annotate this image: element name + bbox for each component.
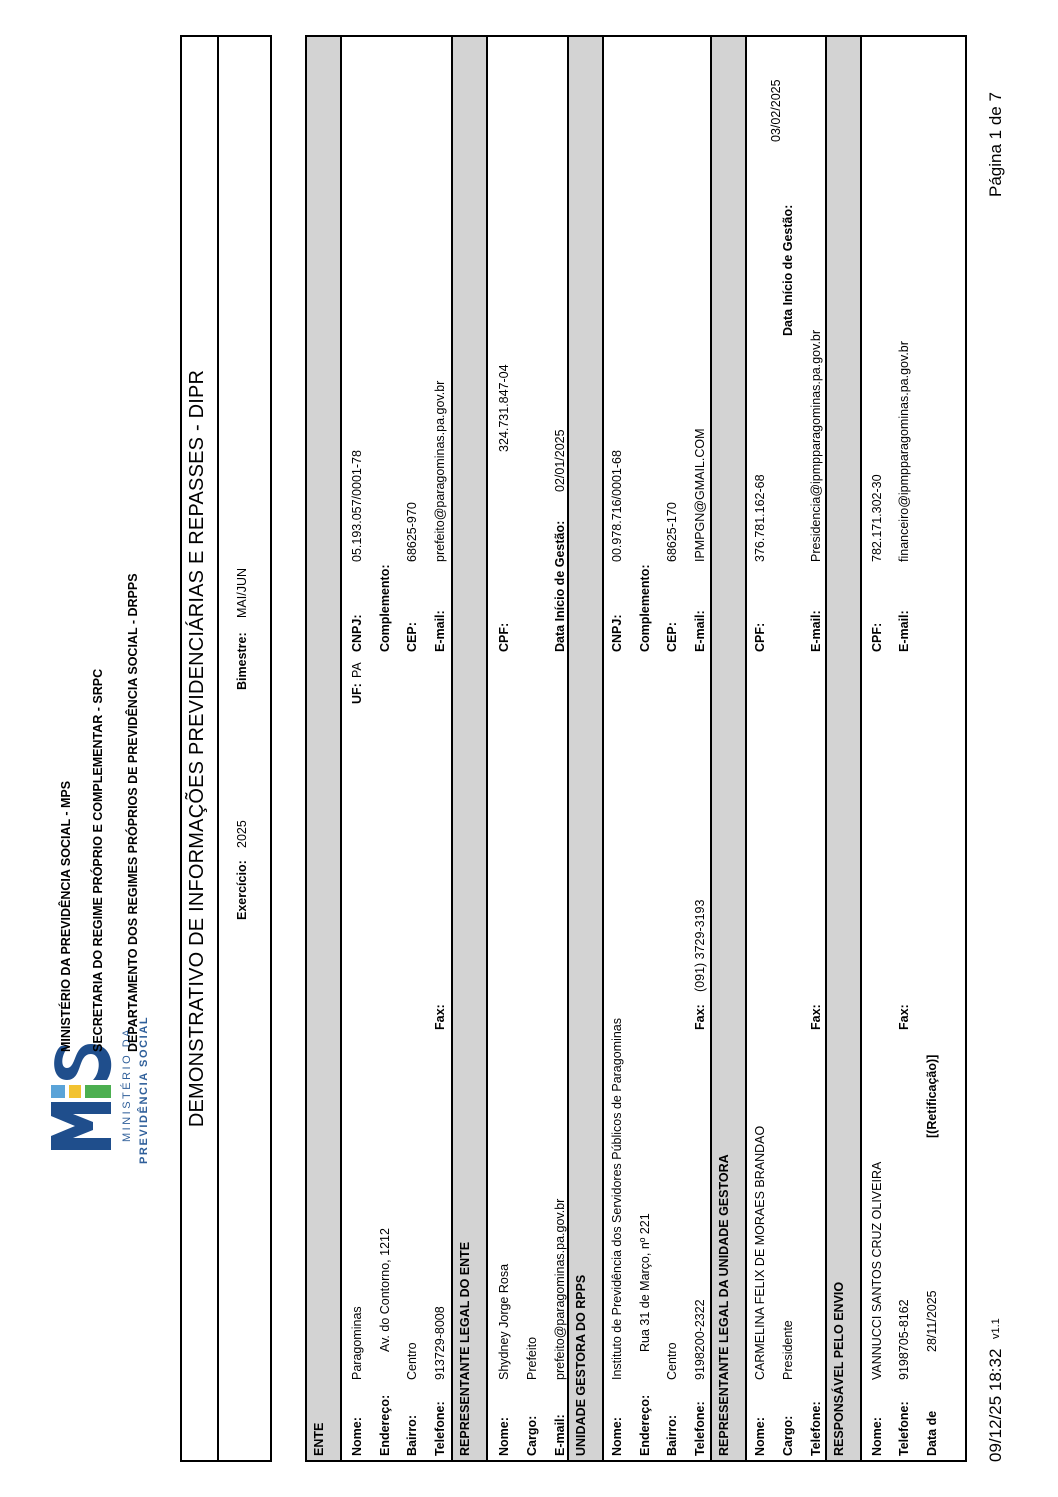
label: Complemento: xyxy=(638,564,652,652)
org-line-3: DEPARTAMENTO DOS REGIMES PRÓPRIOS DE PREVIDÊNCIA SOCIAL - DRPPS xyxy=(126,573,140,1052)
section-ente-header: ENTE xyxy=(305,37,342,1460)
label: E-mail: xyxy=(693,610,707,652)
responsavel-telefone: 9198705-8162 xyxy=(897,1299,911,1380)
exercicio-label: Exercício: xyxy=(235,860,249,920)
unidade-bairro: Centro xyxy=(665,1342,679,1380)
unidade-cnpj: 00.978.716/0001-68 xyxy=(610,450,624,562)
rep-unidade-cargo: Presidente xyxy=(781,1320,795,1380)
label: Endereço: xyxy=(638,1394,652,1456)
bimestre-label: Bimestre: xyxy=(235,632,249,690)
mps-logo-mark-icon xyxy=(45,1042,115,1152)
label: Cargo: xyxy=(525,1415,539,1456)
label: Fax: xyxy=(897,1004,911,1030)
ente-uf: PA xyxy=(350,662,364,678)
label: Fax: xyxy=(693,1004,707,1030)
label: E-mail: xyxy=(809,610,823,652)
ente-endereco: Av. do Contorno, 1212 xyxy=(378,1228,392,1352)
section-rep-ente-header: REPRESENTANTE LEGAL DO ENTE xyxy=(451,37,488,1460)
org-line-1: MINISTÉRIO DA PREVIDÊNCIA SOCIAL - MPS xyxy=(59,780,73,1052)
footer-page-number: Página 1 de 7 xyxy=(986,92,1005,197)
label: CEP: xyxy=(405,622,419,652)
label: Telefone: xyxy=(809,1401,823,1456)
label: Fax: xyxy=(809,1004,823,1030)
ente-cep: 68625-970 xyxy=(405,502,419,562)
ente-email: prefeito@paragominas.pa.gov.br xyxy=(433,380,447,562)
label: Bairro: xyxy=(405,1415,419,1456)
label: Cargo: xyxy=(781,1415,795,1456)
label: Data de xyxy=(925,1410,939,1456)
label: Nome: xyxy=(497,1417,511,1456)
label: Nome: xyxy=(753,1417,767,1456)
rep-unidade-nome: CARMELINA FELIX DE MORAES BRANDAO xyxy=(753,1125,767,1380)
rep-unidade-cpf: 376.781.162-68 xyxy=(753,474,767,562)
mps-logo xyxy=(45,1015,160,1164)
label: Bairro: xyxy=(665,1415,679,1456)
rep-ente-nome: Shydney Jorge Rosa xyxy=(497,1263,511,1380)
org-line-2: SECRETARIA DO REGIME PRÓPRIO E COMPLEMENTAR - SRPC xyxy=(91,668,105,1052)
label: CPF: xyxy=(497,622,511,652)
label: E-mail: xyxy=(553,1414,567,1456)
label: Telefone: xyxy=(693,1401,707,1456)
ente-nome: Paragominas xyxy=(350,1306,364,1380)
ente-cnpj: 05.193.057/0001-78 xyxy=(350,450,364,562)
exercicio-value: 2025 xyxy=(235,820,249,848)
bimestre-value: MAI/JUN xyxy=(235,568,249,618)
section-rep-unidade-header: REPRESENTANTE LEGAL DA UNIDADE GESTORA xyxy=(710,37,747,1460)
label: UF: xyxy=(350,683,364,704)
section-unidade-header: UNIDADE GESTORA DO RPPS xyxy=(567,37,604,1460)
label: Nome: xyxy=(350,1417,364,1456)
label: E-mail: xyxy=(897,610,911,652)
footer-version: v1.1 xyxy=(990,1318,1002,1339)
rep-ente-email: prefeito@paragominas.pa.gov.br xyxy=(553,1198,567,1380)
rep-ente-cargo: Prefeito xyxy=(525,1336,539,1380)
title-box xyxy=(180,35,272,1462)
label: CEP: xyxy=(665,622,679,652)
responsavel-email: financeiro@ipmpparagominas.pa.gov.br xyxy=(897,341,911,562)
unidade-endereco: Rua 31 de Março, nº 221 xyxy=(638,1213,652,1352)
retificacao-label: [(Retificação)] xyxy=(925,1054,939,1138)
ente-bairro: Centro xyxy=(405,1342,419,1380)
ente-telefone: 913729-8008 xyxy=(433,1306,447,1380)
label: Endereço: xyxy=(378,1394,392,1456)
footer-timestamp: 09/12/25 18:32 xyxy=(986,1348,1005,1462)
logo-text-line1: MINISTÉRIO DA xyxy=(121,1026,133,1142)
section-responsavel-header: RESPONSÁVEL PELO ENVIO xyxy=(825,37,862,1460)
label: Data Início de Gestão: xyxy=(781,204,795,336)
label: Fax: xyxy=(433,1004,447,1030)
label: E-mail: xyxy=(433,610,447,652)
label: CPF: xyxy=(753,622,767,652)
label: Telefone: xyxy=(897,1401,911,1456)
logo-text-line2: PREVIDÊNCIA SOCIAL xyxy=(138,1015,150,1164)
responsavel-nome: VANNUCCI SANTOS CRUZ OLIVEIRA xyxy=(870,1161,884,1380)
label: CPF: xyxy=(870,622,884,652)
rep-ente-cpf: 324.731.847-04 xyxy=(497,364,511,452)
label: CNPJ: xyxy=(610,614,624,652)
unidade-nome: Instituto de Previdência dos Servidores Públicos de Paragominas xyxy=(610,1017,624,1380)
main-table xyxy=(305,35,967,1462)
unidade-cep: 68625-170 xyxy=(665,502,679,562)
label: Telefone: xyxy=(433,1401,447,1456)
label: CNPJ: xyxy=(350,614,364,652)
unidade-email: IPMPGN@GMAIL.COM xyxy=(693,428,707,562)
label: Data Início de Gestão: xyxy=(553,520,567,652)
rep-ente-data-inicio: 02/01/2025 xyxy=(553,429,567,492)
label: Complemento: xyxy=(378,564,392,652)
title-meta-row xyxy=(217,37,274,1460)
label: Nome: xyxy=(610,1417,624,1456)
responsavel-cpf: 782.171.302-30 xyxy=(870,474,884,562)
label: Nome: xyxy=(870,1417,884,1456)
unidade-fax: (091) 3729-3193 xyxy=(693,899,707,992)
responsavel-data: 28/11/2025 xyxy=(925,1290,939,1352)
page-title: DEMONSTRATIVO DE INFORMAÇÕES PREVIDENCIÁRIAS E REPASSES - DIPR xyxy=(186,369,208,1128)
unidade-telefone: 9198200-2322 xyxy=(693,1299,707,1380)
rep-unidade-email: Presidencia@ipmpparagominas.pa.gov.br xyxy=(809,329,823,562)
rep-unidade-data-inicio: 03/02/2025 xyxy=(769,79,783,142)
